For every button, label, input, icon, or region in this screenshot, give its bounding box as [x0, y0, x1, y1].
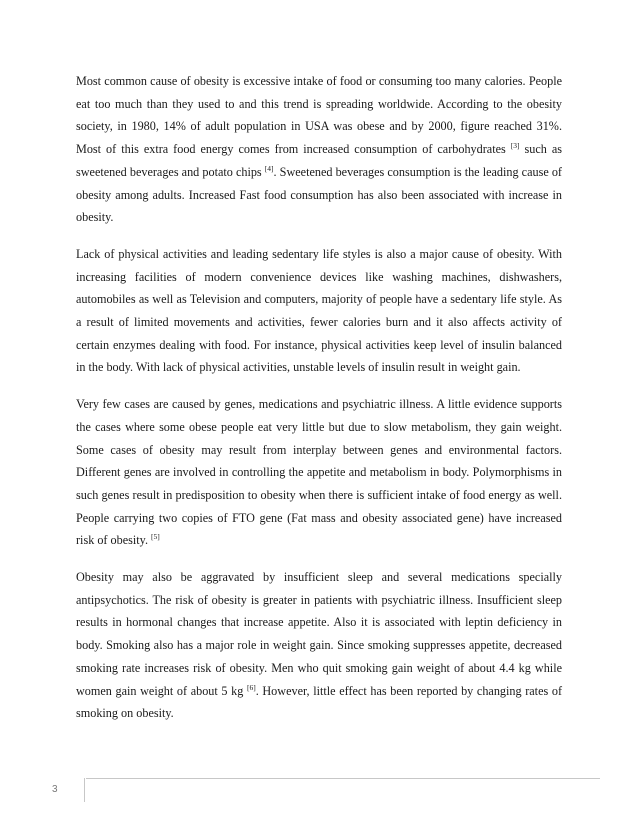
- paragraph-text: Obesity may also be aggravated by insufficient sleep and several medications specially antipsychotics. The risk of obesity is greater in patients with psychiatric illness. Insufficient sleep results in hormonal changes that increase appetite. Also it is associated with leptin deficiency in body. Smoking also has a major role in weight gain. Since smoking suppresses appetite, decreased smoking rate increases risk of obesity. Men who quit smoking gain weight of about 4.4 kg while women gain weight of about 5 kg: [76, 570, 562, 698]
- paragraph-sleep-smoking: [76, 566, 562, 725]
- citation-6: [6]: [246, 682, 256, 692]
- paragraph-text: such as sweetened beverages and potato chips: [76, 142, 563, 179]
- body-text: [76, 70, 562, 725]
- citation-5: [5]: [151, 532, 160, 542]
- paragraph-text: Most common cause of obesity is excessive intake of food or consuming too many calories. People eat too much than they used to and this trend is spreading worldwide. According to the obesity society, in 1980, 14% of adult population in USA was obese and by 2000, figure reached 31%. Most of this extra food energy comes from increased consumption of carbohydrates: [76, 74, 562, 157]
- footer-divider: [86, 778, 600, 779]
- paragraph-text: . However, little effect has been reported by changing rates of smoking on obesity.: [76, 683, 562, 721]
- paragraph-genes-medications: [76, 393, 562, 552]
- paragraph-text: . Sweetened beverages consumption is the leading cause of obesity among adults. Increased Fast food consumption has also been associated with increase in obesity.: [76, 164, 562, 225]
- paragraph-text: Lack of physical activities and leading sedentary life styles is also a major cause of obesity. With increasing facilities of modern convenience devices like washing machines, dishwashers, automobiles as well as Television and computers, majority of people have a sedentary life style. As a result of limited movements and activities, fewer calories burn and it also affects activity of certain enzymes dealing with food. For instance, physical activities keep level of insulin balanced in the body. With lack of physical activities, unstable levels of insulin result in weight gain.: [76, 246, 562, 375]
- page-footer: [40, 778, 600, 802]
- paragraph-causes-food-intake: [76, 70, 562, 229]
- citation-4: [4]: [264, 163, 274, 173]
- paragraph-text: Very few cases are caused by genes, medications and psychiatric illness. A little evidence supports the cases where some obese people eat very little but due to slow metabolism, they gain weight. Some cases of obesity may result from interplay between genes and environmental factors. Different genes are involved in controlling the appetite and metabolism in body. Polymorphisms in such genes result in predisposition to obesity when there is sufficient intake of food energy as well. People carrying two copies of FTO gene (Fat mass and obesity associated gene) have increased risk of obesity.: [76, 397, 562, 548]
- paragraph-physical-activity: [76, 243, 562, 379]
- page-number: 3: [40, 778, 85, 802]
- citation-3: [3]: [510, 141, 520, 151]
